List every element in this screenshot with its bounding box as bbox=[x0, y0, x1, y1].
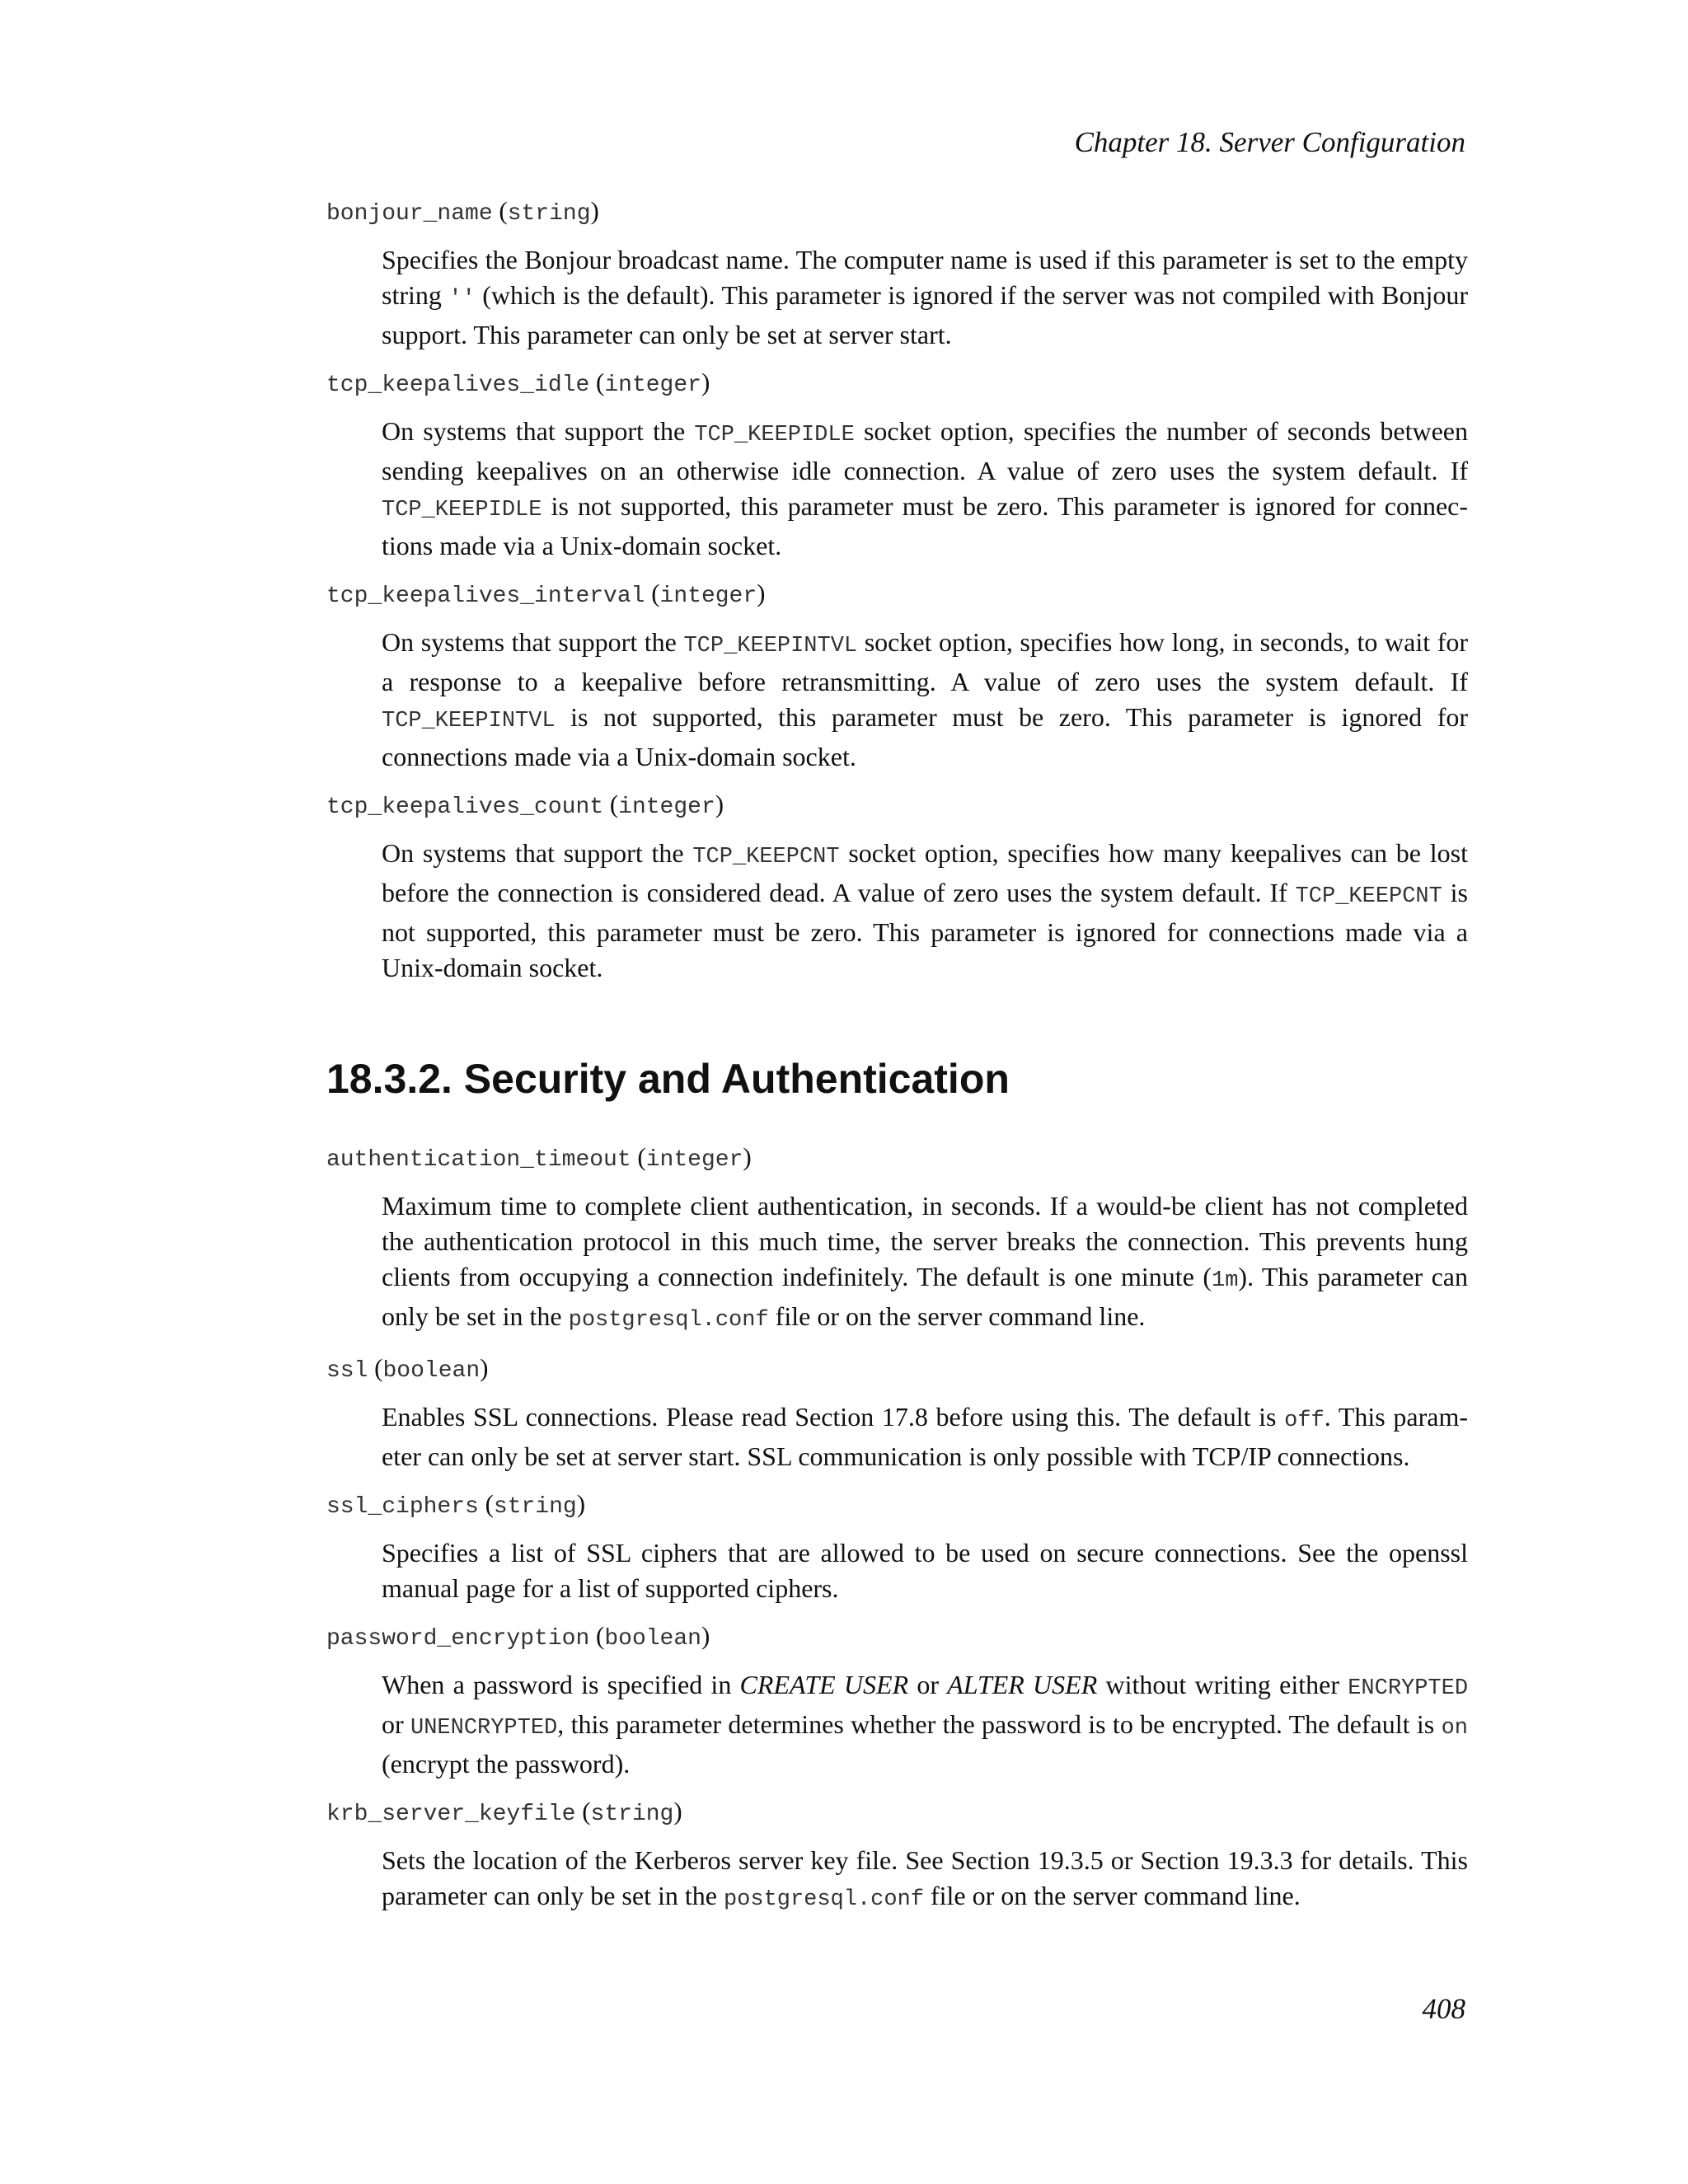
text-run: On systems that support the bbox=[382, 627, 684, 657]
parameter-name: ssl_ciphers bbox=[326, 1494, 479, 1520]
parameter-name: tcp_keepalives_interval bbox=[326, 583, 645, 609]
parameter-type: string bbox=[590, 1802, 674, 1827]
inline-code: TCP_KEEPCNT bbox=[692, 845, 840, 869]
parameter-term: krb_server_keyfile (string) bbox=[326, 1797, 682, 1827]
parameter-term: tcp_keepalives_interval (integer) bbox=[326, 579, 766, 609]
text-run: socket option, specifies how many keepalives can be lost before the connection is considered dead. A value of zero uses the system default. If bbox=[382, 838, 1469, 907]
inline-code: postgresql.conf bbox=[723, 1887, 924, 1912]
parameter-type: string bbox=[493, 1494, 577, 1520]
parameter-name: tcp_keepalives_idle bbox=[326, 373, 590, 398]
text-run: Maximum time to complete client authentication, in seconds. If a would-be client has not completed the authentication protocol in this much time, the server breaks the connection. This prevents hung clients from occupying a connection indefinitely. The default is one minute ( bbox=[382, 1191, 1468, 1291]
parameter-description bbox=[382, 1399, 1468, 1474]
parameter-list-connection bbox=[326, 194, 1468, 986]
text-run: On systems that support the bbox=[382, 416, 695, 446]
inline-code: '' bbox=[448, 287, 476, 312]
text-run: is not supported, this parameter must be zero. This parameter is ignored for connections made via a Unix-domain socket. bbox=[382, 702, 1468, 771]
parameter-type: integer bbox=[659, 583, 757, 609]
text-run: (which is the default). This parameter is ignored if the server was not compiled with Bonjour support. This parameter can only be set at server start. bbox=[382, 280, 1469, 349]
page-content bbox=[326, 194, 1468, 1931]
inline-code: TCP_KEEPINTVL bbox=[683, 634, 858, 658]
inline-code: ENCRYPTED bbox=[1348, 1676, 1469, 1701]
parameter-description bbox=[382, 1535, 1468, 1606]
text-run: (encrypt the password). bbox=[382, 1749, 631, 1779]
inline-code: postgresql.conf bbox=[568, 1308, 769, 1333]
inline-code: TCP_KEEPINTVL bbox=[382, 709, 556, 733]
parameter-description bbox=[382, 836, 1468, 986]
inline-code: TCP_KEEPIDLE bbox=[382, 498, 542, 523]
text-run: Specifies a list of SSL ciphers that are allowed to be used on secure connections. See the openssl manual page for a list of supported ciphers. bbox=[382, 1538, 1468, 1603]
text-run: When a password is specified in bbox=[382, 1670, 740, 1699]
parameter-name: authentication_timeout bbox=[326, 1147, 631, 1173]
parameter-term: password_encryption (boolean) bbox=[326, 1621, 710, 1652]
running-header: Chapter 18. Server Configuration bbox=[1074, 126, 1465, 158]
text-run: file or on the server command line. bbox=[923, 1881, 1301, 1910]
text-run: file or on the server command line. bbox=[768, 1301, 1146, 1331]
text-run: or bbox=[908, 1670, 948, 1699]
inline-code: TCP_KEEPCNT bbox=[1295, 884, 1442, 909]
section-heading: 18.3.2. Security and Authentication bbox=[326, 1056, 1010, 1102]
text-run: is not supported, this parameter must be zero. This parameter is ignored for connections made via a Unix-domain socket. bbox=[382, 878, 1469, 982]
text-run: socket option, specifies the number of seconds between sending keepalives on an otherwise idle connection. A value of zero uses the system default. If bbox=[382, 416, 1469, 485]
parameter-description bbox=[382, 625, 1468, 775]
parameter-term: tcp_keepalives_idle (integer) bbox=[326, 368, 710, 398]
parameter-type: integer bbox=[604, 373, 701, 398]
text-run: . This parameter can only be set at server start. SSL communication is only possible with TCP/IP connections. bbox=[382, 1402, 1469, 1471]
parameter-description bbox=[382, 1667, 1468, 1782]
emphasis: ALTER USER bbox=[947, 1670, 1098, 1699]
parameter-list-security bbox=[326, 1141, 1468, 1918]
parameter-name: krb_server_keyfile bbox=[326, 1802, 576, 1827]
inline-code: UNENCRYPTED bbox=[410, 1716, 558, 1741]
parameter-name: bonjour_name bbox=[326, 201, 493, 227]
text-run: Enables SSL connections. Please read Section 17.8 before using this. The default is bbox=[382, 1402, 1285, 1432]
parameter-description bbox=[382, 1843, 1468, 1918]
parameter-term: ssl (boolean) bbox=[326, 1353, 489, 1384]
parameter-type: integer bbox=[645, 1147, 743, 1173]
inline-code: on bbox=[1441, 1716, 1469, 1741]
text-run: Sets the location of the Kerberos server key file. See Section 19.3.5 or Section 19.3.3 for details. This parameter can only be set in the bbox=[382, 1845, 1468, 1910]
inline-code: 1m bbox=[1212, 1268, 1239, 1293]
parameter-type: string bbox=[507, 201, 591, 227]
parameter-name: tcp_keepalives_count bbox=[326, 794, 604, 820]
parameter-name: password_encryption bbox=[326, 1626, 590, 1652]
text-run: , this parameter determines whether the password is to be encrypted. The default is bbox=[557, 1709, 1442, 1739]
parameter-description bbox=[382, 414, 1468, 564]
parameter-name: ssl bbox=[326, 1358, 368, 1384]
text-run: is not supported, this parameter must be zero. This parameter is ignored for connections made via a Unix-domain socket. bbox=[382, 491, 1468, 560]
page-number: 408 bbox=[1422, 1993, 1465, 2025]
parameter-term: ssl_ciphers (string) bbox=[326, 1489, 586, 1520]
text-run: without writing either bbox=[1097, 1670, 1348, 1699]
parameter-term: authentication_timeout (integer) bbox=[326, 1142, 752, 1173]
inline-code: off bbox=[1284, 1408, 1325, 1433]
parameter-term: tcp_keepalives_count (integer) bbox=[326, 790, 724, 820]
text-run: On systems that support the bbox=[382, 838, 693, 868]
text-run: socket option, specifies how long, in seconds, to wait for a response to a keepalive before retransmitting. A value of zero uses the system default. If bbox=[382, 627, 1469, 696]
inline-code: TCP_KEEPIDLE bbox=[694, 423, 855, 448]
parameter-type: boolean bbox=[604, 1626, 701, 1652]
emphasis: CREATE USER bbox=[739, 1670, 909, 1699]
parameter-term: bonjour_name (string) bbox=[326, 196, 599, 227]
text-run: or bbox=[382, 1709, 411, 1739]
parameter-description bbox=[382, 242, 1468, 353]
text-run: ). This parameter can only be set in the bbox=[382, 1262, 1469, 1331]
parameter-type: boolean bbox=[382, 1358, 481, 1384]
parameter-type: integer bbox=[618, 794, 715, 820]
parameter-description bbox=[382, 1188, 1468, 1338]
text-run: Specifies the Bonjour broadcast name. The computer name is used if this parameter is set to the empty string bbox=[382, 245, 1468, 310]
